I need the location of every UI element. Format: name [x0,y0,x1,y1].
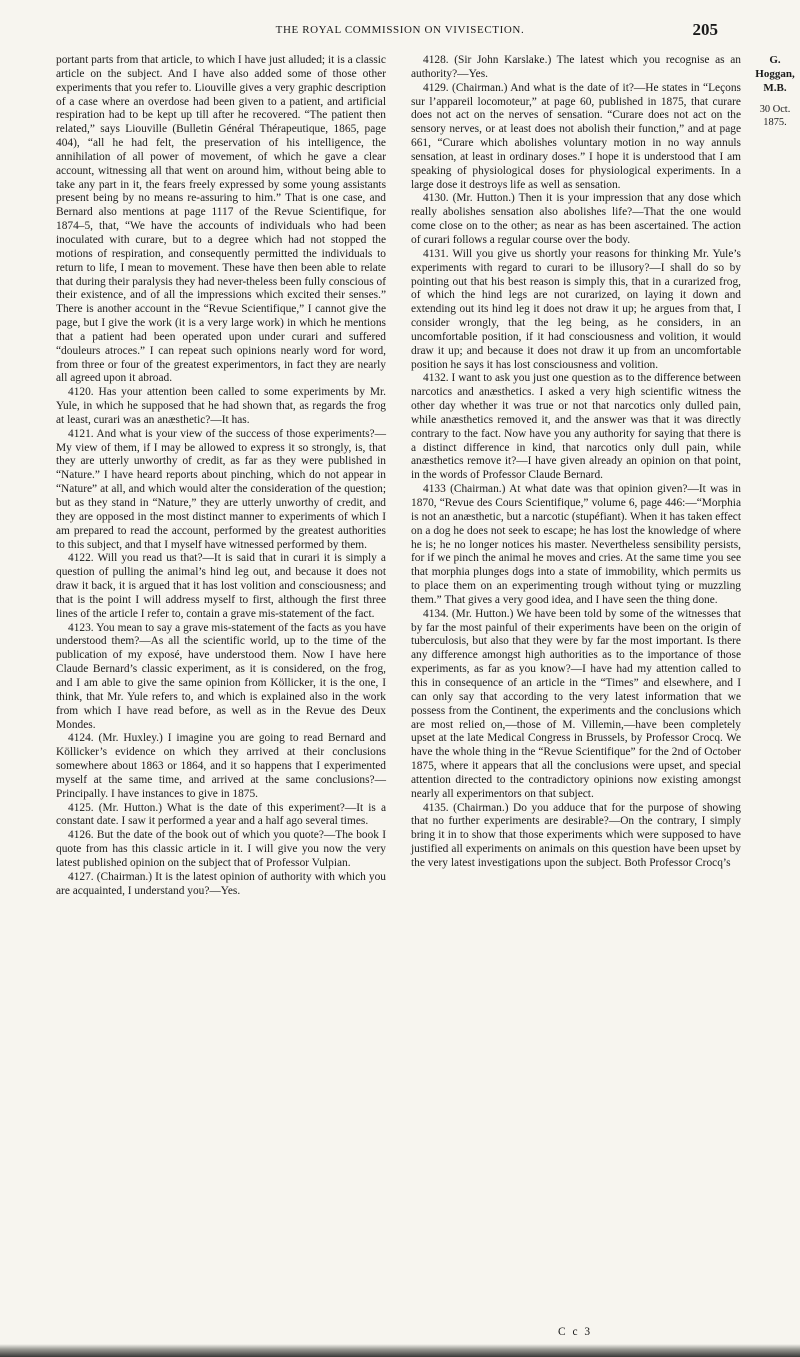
paragraph: 4127. (Chairman.) It is the latest opinion of authority with which you are acquainted, I understand you?—Yes. [56,870,386,897]
paragraph: 4135. (Chairman.) Do you adduce that for the purpose of showing that no further experiments are desirable?—On the contrary, I simply bring it in to show that those experiments which were supposed to have justified all experiments on animals on this question have been upset by the very latest investigations upon the subject. Both Professor Crocq’s [411,801,741,869]
paragraph: 4125. (Mr. Hutton.) What is the date of this experiment?—It is a constant date. I saw it performed a year and a half ago several times. [56,801,386,828]
paragraph: 4131. Will you give us shortly your reasons for thinking Mr. Yule’s experiments with regard to curari to be illusory?—I shall do so by pointing out that his best reason is simply this, that in a curarized frog, of which the hind legs are not curarized, on laying it down and extending out its hind leg it does not draw it up; he argues from that, I consider wrongly, that the leg being, as he considers, in an uncomfortable position, if it had consciousness and volition, it would draw it up; and because it does not draw it up from an uncomfortable position he says it has lost consciousness and volition. [411,247,741,371]
page-number: 205 [692,20,718,39]
page-header [0,20,800,40]
right-column [411,54,741,871]
paragraph: portant parts from that article, to which I have just alluded; it is a classic article on the subject. And I have also added some of those other experiments that you refer to. Liouville gives a very graphic description of a case where an overdose had been given to a patient, and artificial respiration had to be kept up till after he recovered. “The patient then related,” says Liouville (Bulletin Général Thérapeutique, 1865, page 404), “all he had felt, the preservation of his intelligence, the annihilation of all power of movement, of which he gave a clear account, witnessing all that went on around him, without being able to take any part in it, the fears freely expressed by some young assistants present being by no means re-assuring to him.” That is one case, and Bernard also mentions at page 1117 of the Revue Scientifique, for 1874–5, that, “We have the accounts of individuals who had been inoculated with curare, but to a degree which had not stopped the motions of respiration, and consequently permitted the individuals to return to life, I mean to movement. These have then been able to relate that during their paralysis they had never-theless been fully conscious of their existence, and of all the impressions which excited their senses.” There is another account in the “Revue Scientifique,” I cannot give the page, but I give the work (it is a very large work) in which he mentions that a patient had been operated upon under curari and suffered “douleurs atroces.” I can repeat such opinions nearly word for word, from three or four of the greatest experimentors, in fact they are nearly all agreed upon it abroad. [56,54,387,385]
paragraph: 4128. (Sir John Karslake.) The latest which you recognise as an authority?—Yes. [411,54,741,80]
page-bottom-edge [0,1344,800,1357]
paragraph: 4132. I want to ask you just one question as to the difference between narcotics and anæsthetics. I asked a very high scientific witness the other day whether it was true or not that narcotics only dulled pain, while anæsthetics removed it, and the answer was that it was directly contrary to the fact. Now have you any authority for saying that there is a distinct difference in kind, that narcotics only dull pain, while anæsthetics remove it?—I have given already an opinion on that point, in the words of Professor Claude Bernard. [411,372,741,482]
paragraph: 4129. (Chairman.) And what is the date of it?—He states in “Leçons sur l’appareil locomoteur,” at page 60, published in 1875, that curare does not act on the nerves of sensation. “Curare does not act on the sensory nerves, or at least does not abolish their function,” and at page 661, “Curare which abolishes voluntary motion in no way annuls sensation, at least in ordinary doses.” I hope it is understood that I am speaking of physiological doses for physiological experiments. In a large dose it destroys life as well as sensation. [411,81,741,191]
paragraph: 4123. You mean to say a grave mis-statement of the facts as you have understood them?—As all the scientific world, up to the time of the publication of my exposé, have understood them. Now I have here Claude Bernard’s classic experiment, as it is considered, on the frog, and I am able to give the same opinion from Köllicker, it is the one, I think, that Mr. Yule refers to, and which is explained also in the work from which I have read before, as well as in the Revue des Deux Mondes. [56,621,386,731]
running-title: THE ROYAL COMMISSION ON VIVISECTION. [275,24,525,36]
paragraph: 4130. (Mr. Hutton.) Then it is your impression that any dose which really abolishes sensation also abolishes life?—That the one would come close on to the other; as near as has been ascertained. The action of curari follows a regular course over the body. [411,192,741,246]
paragraph: 4120. Has your attention been called to some experiments by Mr. Yule, in which he supposed that he had shown that, as regards the frog at least, curari was an anæsthetic?—It has. [56,386,386,426]
left-column [56,54,386,898]
paragraph: 4133 (Chairman.) At what date was that opinion given?—It was in 1870, “Revue des Cours Scientifique,” volume 6, page 446:—“Morphia is not an anæsthetic, but a narcotic (stupéfiant). When it has taken effect on a dog he does not seek to escape; he has lost the knowledge of where he is; he no longer notices his master. Nevertheless sensibility persists, for if we pinch the animal he moves and cries. At the same time you see that morphia plunges dogs into a state of immobility, which permits us to place them on an experimenting trough without tying or muzzling them.” That gives a very good idea, and I have seen the thing done. [411,483,741,606]
paragraph: 4122. Will you read us that?—It is said that in curari it is simply a question of pulling the animal’s hind leg out, and because it does not draw it back, it is argued that it has lost volition and consciousness; and that is the point I will address myself to first, although the first three lines of the article I refer to, contain a grave mis-statement of the fact. [56,552,386,620]
paragraph: 4124. (Mr. Huxley.) I imagine you are going to read Bernard and Köllicker’s evidence on which they arrived at their conclusions somewhere about 1863 or 1864, and it so happens that I experimented myself at the same time, and arrived at the same conclusions?—Principally. I have instances to give in 1875. [56,732,386,800]
witness-name: G. Hoggan, M.B. [755,54,795,94]
paragraph: 4121. And what is your view of the success of those experiments?—My view of them, if I may be allowed to express it so strongly, is, that they are utterly unworthy of credit, as far as they were published in “Nature.” I have heard reports about pinching, which do not appear in “Nature” at all, and which would alter the consideration of the question; but as they stand in “Nature,” they are utterly unworthy of credit, and they are opposed in the most distinct manner to experiments of which I am prepared to read the account, performed by the greatest authorities to this subject, and that I myself have witnessed performed by them. [56,427,386,551]
paragraph: 4134. (Mr. Hutton.) We have been told by some of the witnesses that by far the most painful of their experiments have been on the origin of tuberculosis, but also that they were by far the most important. Is there any difference amongst high authorities as to the importance of those experiments, as far as you know?—I have had my attention called to this in consequence of an article in the “Times” and elsewhere, and I can only say that according to the very latest information that we possess from the Continent, the experiments and the conclusions which are most relied on,—those of M. Villemin,—have been completely upset at the late Medical Congress in Brussels, by Professor Crocq. We have the whole thing in the “Revue Scientifique” for the 2nd of October 1875, where it appears that all the conclusions were upset, and special attention directed to the contradictory opinions now existing amongst nearly all experimentors on that subject. [411,607,741,800]
witness-date: 30 Oct. 1875. [759,104,791,129]
signature-mark: C c 3 [558,1326,593,1338]
margin-note [752,54,798,129]
paragraph: 4126. But the date of the book out of which you quote?—The book I quote from has this classic article in it. I will give you now the very latest published opinion on the subject that of Professor Vulpian. [56,829,386,869]
